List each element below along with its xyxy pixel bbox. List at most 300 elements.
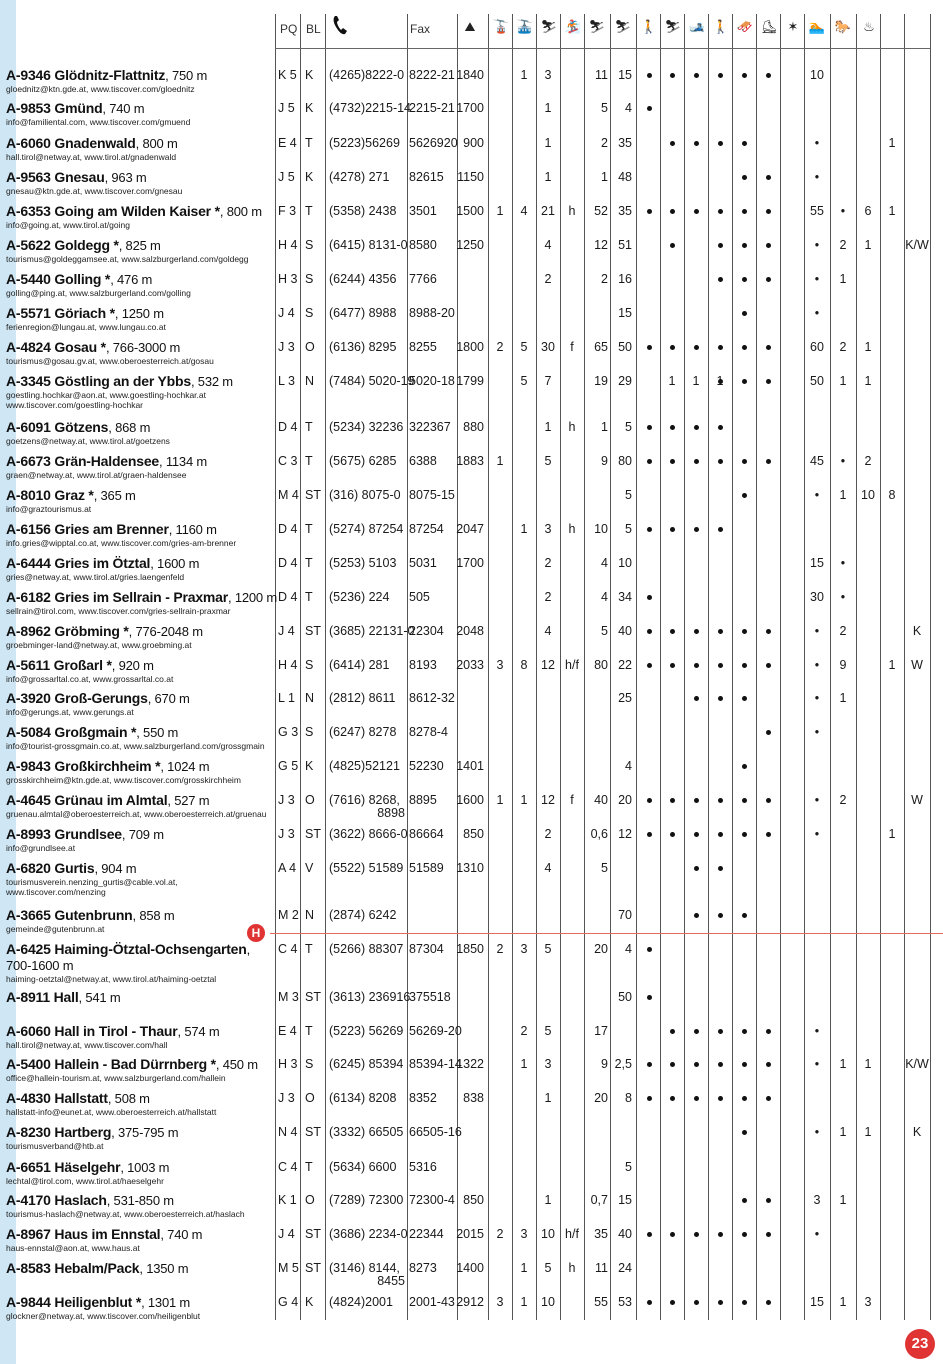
- feature-dot: [670, 663, 675, 668]
- feature-dot: [766, 379, 771, 384]
- feature-dot: [766, 1232, 771, 1237]
- cell-altitude: 1400: [456, 1261, 484, 1275]
- cell-phone: (3622) 8666-0: [329, 827, 408, 841]
- feature-dot: [694, 209, 699, 214]
- cell-fax: 7766: [409, 272, 437, 286]
- feature-dot: [742, 1029, 747, 1034]
- feature-dot: [718, 1062, 723, 1067]
- cell-phone: (5634) 6600: [329, 1160, 397, 1174]
- cell-altitude: 1840: [456, 68, 484, 82]
- cell-pools: •: [840, 204, 846, 218]
- cell-fax: 375518: [409, 990, 451, 1004]
- resort-contact: graen@netway.at, www.tirol.at/graen-haldensee: [6, 470, 187, 480]
- column-rule: [407, 14, 408, 1320]
- cell-bl: N: [305, 374, 315, 388]
- cell-ski-schools: 3: [813, 1193, 821, 1207]
- feature-dot: [742, 1300, 747, 1305]
- cell-bl: K: [305, 101, 314, 115]
- resort-contact: lechtal@tirol.com, www.tirol.at/haeselgehr: [6, 1176, 164, 1186]
- cell-bl: T: [305, 1160, 313, 1174]
- feature-dot: [670, 1029, 675, 1034]
- cell-spa: 1: [888, 827, 896, 841]
- cell-slopes-km: 80: [594, 658, 608, 672]
- feature-dot: [742, 73, 747, 78]
- cell-pq: H 3: [278, 272, 298, 286]
- resort-contact: info@graztourismus.at: [6, 504, 92, 514]
- feature-dot: [718, 345, 723, 350]
- header-pq: PQ: [280, 22, 298, 36]
- cell-ski-schools: 55: [810, 204, 824, 218]
- cell-fax: 2215-21: [409, 101, 455, 115]
- cell-bl: N: [305, 691, 315, 705]
- cell-fax: 8988-20: [409, 306, 455, 320]
- cell-draglifts: 1: [544, 136, 552, 150]
- cell-draglifts: 4: [544, 238, 552, 252]
- resort-contact: info@familiental.com, www.tiscover.com/gmuend: [6, 117, 191, 127]
- cell-phone: (5358) 2438: [329, 204, 397, 218]
- column-rule: [930, 14, 931, 1320]
- cell-bl: K: [305, 1295, 314, 1309]
- cell-riding: 3: [864, 1295, 872, 1309]
- resort-contact: info@gerungs.at, www.gerungs.at: [6, 707, 134, 717]
- cell-pq: G 3: [278, 725, 299, 739]
- cell-altitude: 2048: [456, 624, 484, 638]
- feature-dot: [647, 73, 652, 78]
- feature-dot: [766, 459, 771, 464]
- cell-slopes-km: 10: [594, 522, 608, 536]
- feature-dot: [742, 1232, 747, 1237]
- feature-dot: [694, 1029, 699, 1034]
- cell-ski-schools: 30: [810, 590, 824, 604]
- cell-phone: (4824)2001: [329, 1295, 393, 1309]
- cell-altitude: 1799: [456, 374, 484, 388]
- cell-kw: W: [911, 793, 923, 807]
- cell-fax: 51589: [409, 861, 444, 875]
- resort-contact: haiming-oetztal@netway.at, www.tirol.at/haiming-oetztal: [6, 974, 217, 984]
- feature-dot: [647, 663, 652, 668]
- resort-contact: hall.tirol@netway.at, www.tiscover.com/hall: [6, 1040, 168, 1050]
- feature-dot: [742, 277, 747, 282]
- cell-riding: 1: [864, 1125, 872, 1139]
- feature-dot: [718, 425, 723, 430]
- cell-cable-cars: 2: [496, 1227, 504, 1241]
- column-rule: [275, 14, 276, 1320]
- feature-dot: [718, 1300, 723, 1305]
- cell-fax: 2001-43: [409, 1295, 455, 1309]
- cell-ski-schools: •: [814, 272, 820, 286]
- cell-phone: (7289) 72300: [329, 1193, 404, 1207]
- cell-bl: ST: [305, 1125, 321, 1139]
- cell-spa: 1: [888, 136, 896, 150]
- resort-contact: groebminger-land@netway.at, www.groebming.at: [6, 640, 192, 650]
- cell-kw: K: [912, 1125, 922, 1139]
- column-rule: [708, 14, 709, 1320]
- cell-trails-km: 35: [618, 136, 632, 150]
- cell-pools: 1: [839, 1125, 847, 1139]
- cell-trails-km: 40: [618, 1227, 632, 1241]
- cell-pq: F 3: [278, 204, 297, 218]
- cell-pools: 9: [839, 658, 847, 672]
- feature-dot: [742, 1096, 747, 1101]
- cell-slopes-km: 5: [601, 101, 608, 115]
- cell-phone: (7484) 5020-19: [329, 374, 415, 388]
- cell-trails-km: 2,5: [614, 1057, 632, 1071]
- cell-trails-km: 12: [618, 827, 632, 841]
- resort-name: A-9563 Gnesau, 963 m: [6, 169, 147, 185]
- cell-ski-schools: •: [814, 170, 820, 184]
- cell-trails-km: 4: [625, 942, 632, 956]
- cell-altitude: 1150: [457, 170, 484, 184]
- resort-name: A-5400 Hallein - Bad Dürrnberg *, 450 m: [6, 1056, 258, 1072]
- feature-dot: [718, 141, 723, 146]
- cell-draglifts: 3: [544, 68, 552, 82]
- cell-draglifts: 3: [544, 522, 552, 536]
- cell-altitude: 2015: [456, 1227, 484, 1241]
- resort-name: A-8962 Gröbming *, 776-2048 m: [6, 623, 203, 639]
- resort-name: A-6425 Haiming-Ötztal-Ochsengarten,: [6, 941, 251, 957]
- cell-chairlifts: 1: [520, 68, 528, 82]
- cell-spa: 1: [888, 658, 896, 672]
- cell-bl: S: [305, 1057, 314, 1071]
- feature-dot: [742, 764, 747, 769]
- cell-phone: (5223) 56269: [329, 1024, 404, 1038]
- feature-dot: [694, 73, 699, 78]
- cell-ski-schools: 15: [810, 1295, 824, 1309]
- cell-fax: 86664: [409, 827, 444, 841]
- cell-trails-km: 10: [618, 556, 632, 570]
- resort-name: A-3665 Gutenbrunn, 858 m: [6, 907, 175, 923]
- cell-pq: J 4: [278, 306, 295, 320]
- cell-bl: S: [305, 272, 314, 286]
- letter-marker: H: [247, 924, 265, 942]
- cell-pq: L 1: [278, 691, 295, 705]
- cell-bl: O: [305, 793, 315, 807]
- cell-phone: (5675) 6285: [329, 454, 397, 468]
- cell-bl: ST: [305, 624, 321, 638]
- feature-dot: [766, 345, 771, 350]
- feature-dot: [718, 379, 723, 384]
- feature-dot: [766, 1029, 771, 1034]
- cell-pq: H 4: [278, 658, 298, 672]
- cell-fax: 505: [409, 590, 430, 604]
- cell-riding: 2: [864, 454, 872, 468]
- feature-dot: [647, 425, 652, 430]
- cell-trails-km: 16: [618, 272, 632, 286]
- cell-chairlifts: 1: [520, 1057, 528, 1071]
- cell-trails-km: 5: [625, 420, 632, 434]
- feature-dot: [647, 595, 652, 600]
- feature-dot: [670, 141, 675, 146]
- feature-dot: [766, 1198, 771, 1203]
- cell-fax: 8895: [409, 793, 437, 807]
- cell-pq: D 4: [278, 590, 298, 604]
- feature-dot: [647, 832, 652, 837]
- resort-name: A-6353 Going am Wilden Kaiser *, 800 m: [6, 203, 262, 219]
- resort-name: A-5611 Großarl *, 920 m: [6, 657, 154, 673]
- indoor-pool-icon: 🏊: [808, 19, 826, 34]
- cell-fax: 3501: [409, 204, 437, 218]
- cell-altitude: 1250: [456, 238, 484, 252]
- feature-dot: [766, 277, 771, 282]
- cell-snow-type: h: [568, 420, 576, 434]
- cell-riding: 10: [861, 488, 875, 502]
- cell-bl: T: [305, 522, 313, 536]
- cell-pools: •: [840, 454, 846, 468]
- cell-bl: ST: [305, 827, 321, 841]
- resort-name: A-8583 Hebalm/Pack, 1350 m: [6, 1260, 189, 1276]
- feature-dot: [647, 1062, 652, 1067]
- feature-dot: [647, 995, 652, 1000]
- cell-pq: M 5: [278, 1261, 299, 1275]
- cell-fax: 56269-20: [409, 1024, 462, 1038]
- cell-trails-km: 15: [618, 1193, 632, 1207]
- cell-pq: E 4: [278, 1024, 297, 1038]
- cell-draglifts: 5: [544, 1261, 552, 1275]
- feature-dot: [718, 832, 723, 837]
- cell-fax: 87254: [409, 522, 444, 536]
- cell-bl: S: [305, 238, 314, 252]
- cell-fax: 8612-32: [409, 691, 455, 705]
- cell-pools: 2: [839, 624, 847, 638]
- resort-name: A-6156 Gries am Brenner, 1160 m: [6, 521, 217, 537]
- cell-altitude: 1850: [456, 942, 484, 956]
- cell-bl: ST: [305, 488, 321, 502]
- cell-pools: 1: [839, 1057, 847, 1071]
- cell-pq: C 4: [278, 942, 298, 956]
- feature-dot: [718, 243, 723, 248]
- feature-dot: [670, 1232, 675, 1237]
- cell-bl: T: [305, 590, 313, 604]
- cell-trails-km: 5: [625, 522, 632, 536]
- feature-dot: [718, 459, 723, 464]
- feature-dot: [694, 141, 699, 146]
- cell-cable-cars: 2: [496, 340, 504, 354]
- cell-altitude: 838: [463, 1091, 484, 1105]
- cell-altitude: 850: [463, 1193, 484, 1207]
- cell-draglifts: 7: [544, 374, 552, 388]
- cell-phone: (316) 8075-0: [329, 488, 401, 502]
- cell-altitude: 1322: [456, 1057, 484, 1071]
- cell-bl: V: [305, 861, 314, 875]
- feature-dot: [647, 1300, 652, 1305]
- resort-contact: info@grossarltal.co.at, www.grossarltal.co.at: [6, 674, 174, 684]
- feature-dot: [766, 1300, 771, 1305]
- cell-trails-km: 15: [618, 306, 632, 320]
- feature-dot: [694, 459, 699, 464]
- feature-dot: [766, 243, 771, 248]
- resort-contact: gnesau@ktn.gde.at, www.tiscover.com/gnesau: [6, 186, 183, 196]
- cell-slopes-km: 2: [601, 272, 608, 286]
- cable-car-icon: 🚡: [492, 19, 510, 34]
- cell-trails-km: 5: [625, 488, 632, 502]
- resort-name: A-6060 Hall in Tirol - Thaur, 574 m: [6, 1023, 220, 1039]
- feature-dot: [718, 277, 723, 282]
- resort-contact: sellrain@tirol.com, www.tiscover.com/gries-sellrain-praxmar: [6, 606, 231, 616]
- cell-phone: (5274) 87254: [329, 522, 404, 536]
- cell-chairlifts: 1: [520, 522, 528, 536]
- feature-dot: [742, 175, 747, 180]
- resort-name: A-3920 Groß-Gerungs, 670 m: [6, 690, 190, 706]
- cell-trails-km: 35: [618, 204, 632, 218]
- cell-altitude: 850: [463, 827, 484, 841]
- cell-draglifts: 10: [541, 1295, 555, 1309]
- feature-dot: [718, 798, 723, 803]
- feature-dot: [742, 209, 747, 214]
- cell-pq: J 4: [278, 1227, 295, 1241]
- cell-trails-km: 80: [618, 454, 632, 468]
- cell-bl: ST: [305, 1227, 321, 1241]
- cell-fax: 22304: [409, 624, 444, 638]
- cell-fax: 8222-21: [409, 68, 455, 82]
- resort-altitude: 700-1600 m: [6, 958, 74, 973]
- feature-dot: [694, 629, 699, 634]
- feature-dot: [742, 141, 747, 146]
- resort-contact: goestling.hochkar@aon.at, www.goestling-hochkar.at: [6, 390, 206, 400]
- cell-chairlifts: 5: [520, 374, 528, 388]
- feature-dot: [718, 663, 723, 668]
- cell-cable-cars: 1: [496, 793, 504, 807]
- resort-contact: office@hallein-tourism.at, www.salzburgerland.com/hallein: [6, 1073, 226, 1083]
- feature-dot: [694, 866, 699, 871]
- resort-contact: info@going.at, www.tirol.at/going: [6, 220, 130, 230]
- cell-altitude: 1800: [456, 340, 484, 354]
- resort-contact: gemeinde@gutenbrunn.at: [6, 924, 105, 934]
- resort-contact: glockner@netway.at, www.tiscover.com/heiligenblut: [6, 1311, 201, 1321]
- cell-altitude: 2047: [456, 522, 484, 536]
- cell-phone: (6134) 8208: [329, 1091, 397, 1105]
- cell-trails-km: 4: [625, 759, 632, 773]
- feature-dot: [718, 209, 723, 214]
- cell-fax: 72300-4: [409, 1193, 455, 1207]
- resort-contact: tourismusverband@htb.at: [6, 1141, 104, 1151]
- cell-chairlifts: 1: [520, 793, 528, 807]
- cell-bl: T: [305, 942, 313, 956]
- column-rule: [300, 14, 301, 1320]
- feature-dot: [670, 73, 675, 78]
- ice-skating-icon: ⛸: [760, 19, 778, 34]
- cell-slopes-km: 5: [601, 624, 608, 638]
- cell-draglifts: 4: [544, 861, 552, 875]
- feature-dot: [742, 493, 747, 498]
- cell-altitude: 1500: [456, 204, 484, 218]
- cell-phone: (5234) 32236: [329, 420, 404, 434]
- cell-spa: 8: [888, 488, 896, 502]
- cell-snow-type: h: [568, 522, 576, 536]
- snow-guarantee-icon: ✶: [787, 19, 799, 34]
- resort-name: A-6444 Gries im Ötztal, 1600 m: [6, 555, 200, 571]
- resort-name: A-8911 Hall, 541 m: [6, 989, 121, 1005]
- feature-dot: [766, 663, 771, 668]
- resort-contact: tourismus@gosau.gv.at, www.oberoesterreich.at/gosau: [6, 356, 214, 366]
- resort-name: A-6820 Gurtis, 904 m: [6, 860, 137, 876]
- header-fax: Fax: [410, 22, 431, 36]
- cell-trails-km: 50: [618, 990, 632, 1004]
- cell-trails-km: 24: [618, 1261, 632, 1275]
- resort-name: A-5084 Großgmain *, 550 m: [6, 724, 179, 740]
- column-rule: [780, 14, 781, 1320]
- cell-fax: 66505-16: [409, 1125, 462, 1139]
- cell-phone: (3146) 8144,: [329, 1261, 400, 1275]
- feature-dot: [647, 947, 652, 952]
- cell-riding: 1: [864, 374, 872, 388]
- horse-riding-icon: 🐎: [834, 19, 852, 34]
- cell-slopes-km: 12: [594, 238, 608, 252]
- cell-draglifts: 2: [544, 556, 552, 570]
- feature-dot: [718, 913, 723, 918]
- cell-riding: 6: [864, 204, 872, 218]
- feature-dot: [647, 1096, 652, 1101]
- feature-dot: [742, 1198, 747, 1203]
- cell-chairlifts: 2: [520, 1024, 528, 1038]
- cell-bl: T: [305, 204, 313, 218]
- cell-phone: (6477) 8988: [329, 306, 397, 320]
- feature-dot: [718, 1232, 723, 1237]
- feature-dot: [742, 696, 747, 701]
- resort-name: A-4824 Gosau *, 766-3000 m: [6, 339, 181, 355]
- skiing-area-icon: ⛰: [464, 19, 476, 34]
- feature-dot: [718, 1029, 723, 1034]
- letter-divider: [270, 933, 943, 934]
- cell-chairlifts: 8: [520, 658, 528, 672]
- cell-pq: D 4: [278, 556, 298, 570]
- feature-dot: [670, 832, 675, 837]
- cell-pq: J 3: [278, 1091, 295, 1105]
- cell-extra: 1: [668, 374, 676, 388]
- cell-pq: G 5: [278, 759, 299, 773]
- cell-pools: 2: [839, 238, 847, 252]
- cell-pq: L 3: [278, 374, 295, 388]
- cell-trails-km: 25: [618, 691, 632, 705]
- cell-phone: (2812) 8611: [329, 691, 396, 705]
- cell-phone: (6247) 8278: [329, 725, 397, 739]
- cell-phone: (3613) 236916: [329, 990, 411, 1004]
- resort-contact: info@grundlsee.at: [6, 843, 76, 853]
- cell-phone: (6136) 8295: [329, 340, 397, 354]
- feature-dot: [742, 1062, 747, 1067]
- cell-bl: N: [305, 908, 315, 922]
- feature-dot: [694, 527, 699, 532]
- draglift-icon: ⛷: [540, 19, 558, 34]
- cell-pq: J 4: [278, 624, 295, 638]
- cell-bl: O: [305, 1193, 315, 1207]
- header-divider: [275, 48, 930, 49]
- feature-dot: [694, 663, 699, 668]
- cell-bl: K: [305, 759, 314, 773]
- resort-name: A-6091 Götzens, 868 m: [6, 419, 151, 435]
- cell-bl: K: [305, 68, 314, 82]
- cell-snow-type: h/f: [565, 1227, 579, 1241]
- cell-pq: K 1: [278, 1193, 297, 1207]
- resort-name: A-9843 Großkirchheim *, 1024 m: [6, 758, 210, 774]
- cell-phone: (5266) 88307: [329, 942, 404, 956]
- cell-bl: S: [305, 658, 314, 672]
- cell-pq: N 4: [278, 1125, 298, 1139]
- cell-pools: 2: [839, 793, 847, 807]
- cell-trails-km: 29: [618, 374, 632, 388]
- resort-name: A-8967 Haus im Ennstal, 740 m: [6, 1226, 203, 1242]
- feature-dot: [647, 459, 652, 464]
- cell-phone: (3685) 22131-0: [329, 624, 415, 638]
- cell-pq: J 3: [278, 340, 295, 354]
- resort-name: A-3345 Göstling an der Ybbs, 532 m: [6, 373, 233, 389]
- cell-pools: 1: [839, 272, 847, 286]
- cell-phone: (4732)2215-14: [329, 101, 412, 115]
- cell-bl: O: [305, 340, 315, 354]
- cell-phone-2: 8455: [377, 1274, 405, 1288]
- cell-fax: 8580: [409, 238, 437, 252]
- cell-altitude: 1700: [456, 556, 484, 570]
- cell-ski-schools: 50: [810, 374, 824, 388]
